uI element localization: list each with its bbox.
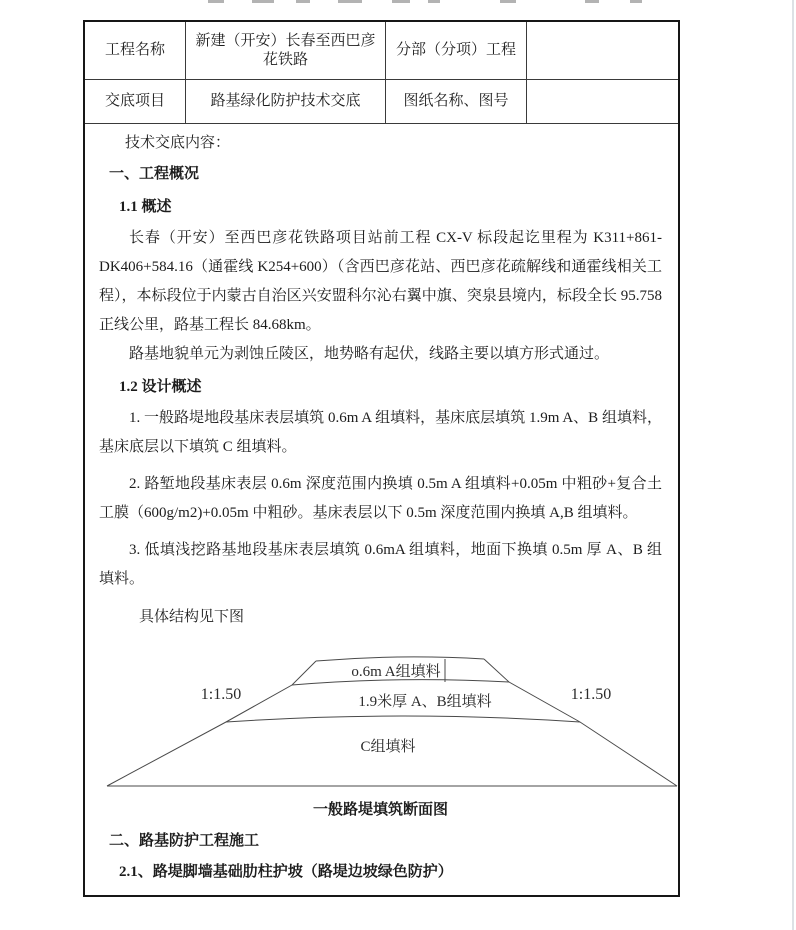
table-row [85, 80, 678, 124]
paragraph-design-item-1: 1. 一般路堤地段基床表层填筑 0.6m A 组填料，基床底层填筑 1.9m A、B 组填料，基床底层以下填筑 C 组填料。 [99, 410, 662, 455]
paragraph-terrain: 路基地貌单元为剥蚀丘陵区，地势略有起伏，线路主要以填方形式通过。 [129, 346, 610, 362]
subdivision-work-value [527, 22, 678, 79]
diagram-caption: 一般路堤填筑断面图 [312, 802, 448, 818]
paragraph-design-item-2: 2. 路堑地段基床表层 0.6m 深度范围内换填 0.5m A 组填料+0.05m 中粗砂+复合土工膜（600g/m2)+0.05m 中粗砂。基床表层以下 0.5m 深度范围内换填 A,B 组填料。 [99, 476, 662, 521]
cropped-text-remnant [338, 0, 362, 3]
left-slope-line [107, 661, 316, 786]
technical-disclosure-table [83, 20, 680, 897]
cropped-text-remnant [500, 0, 516, 3]
project-name-value: 新建（开安）长春至西巴彦花铁路 [186, 22, 386, 79]
drawing-name-label: 图纸名称、图号 [386, 80, 527, 123]
layer2-bottom-line [226, 716, 580, 722]
content-intro-label: 技术交底内容： [125, 135, 231, 151]
paragraph-design-item-3: 3. 低填浅挖路基地段基床表层填筑 0.6mA 组填料，地面下换填 0.5m 厚 A、B 组填料。 [99, 542, 662, 587]
drawing-name-value [527, 80, 678, 123]
subdivision-work-label: 分部（分项）工程 [386, 22, 527, 79]
cropped-text-remnant [208, 0, 224, 3]
subsection-heading-summary: 1.1 概述 [119, 199, 172, 215]
layer-top-label: o.6m A组填料 [351, 664, 441, 680]
cropped-text-remnant [630, 0, 642, 3]
layer-bottom-label: C组填料 [360, 739, 416, 755]
cropped-text-remnant [252, 0, 274, 3]
paragraph-project-summary: 长春（开安）至西巴彦花铁路项目站前工程 CX-V 标段起讫里程为 K311+861-DK406+584.16（通霍线 K254+600）（含西巴彦花站、西巴彦花疏解线和通霍线相关工程），本标段位于内蒙古自治区兴安盟科尔沁右翼中旗、突泉县境内，标段全长 95.758 正线公里，路基工程长 84.68km。 [99, 230, 662, 333]
disclosure-content-cell [85, 124, 678, 895]
slope-ratio-left: 1:1.50 [200, 686, 242, 703]
section-heading-protection: 二、路基防护工程施工 [109, 833, 260, 849]
project-name-label: 工程名称 [85, 22, 186, 79]
right-slope-line [484, 659, 677, 786]
subgrade-top-line [316, 657, 484, 661]
disclosure-item-label: 交底项目 [85, 80, 186, 123]
section-heading-overview: 一、工程概况 [109, 166, 200, 182]
subsection-heading-protection-item: 2.1、路堤脚墙基础肋柱护坡（路堤边坡绿色防护） [119, 864, 453, 880]
layer1-bottom-line [292, 680, 509, 685]
cropped-text-remnant [296, 0, 310, 3]
cropped-text-remnant [392, 0, 410, 3]
table-row [85, 22, 678, 80]
page-right-edge-line [792, 0, 794, 930]
slope-ratio-right: 1:1.50 [570, 686, 612, 703]
disclosure-item-value: 路基绿化防护技术交底 [186, 80, 386, 123]
cropped-text-remnant [585, 0, 599, 3]
embankment-cross-section-diagram [93, 642, 678, 792]
structure-note: 具体结构见下图 [139, 609, 245, 625]
cropped-text-remnant [428, 0, 440, 3]
layer-middle-label: 1.9米厚 A、B组填料 [358, 694, 492, 710]
subsection-heading-design: 1.2 设计概述 [119, 379, 202, 395]
